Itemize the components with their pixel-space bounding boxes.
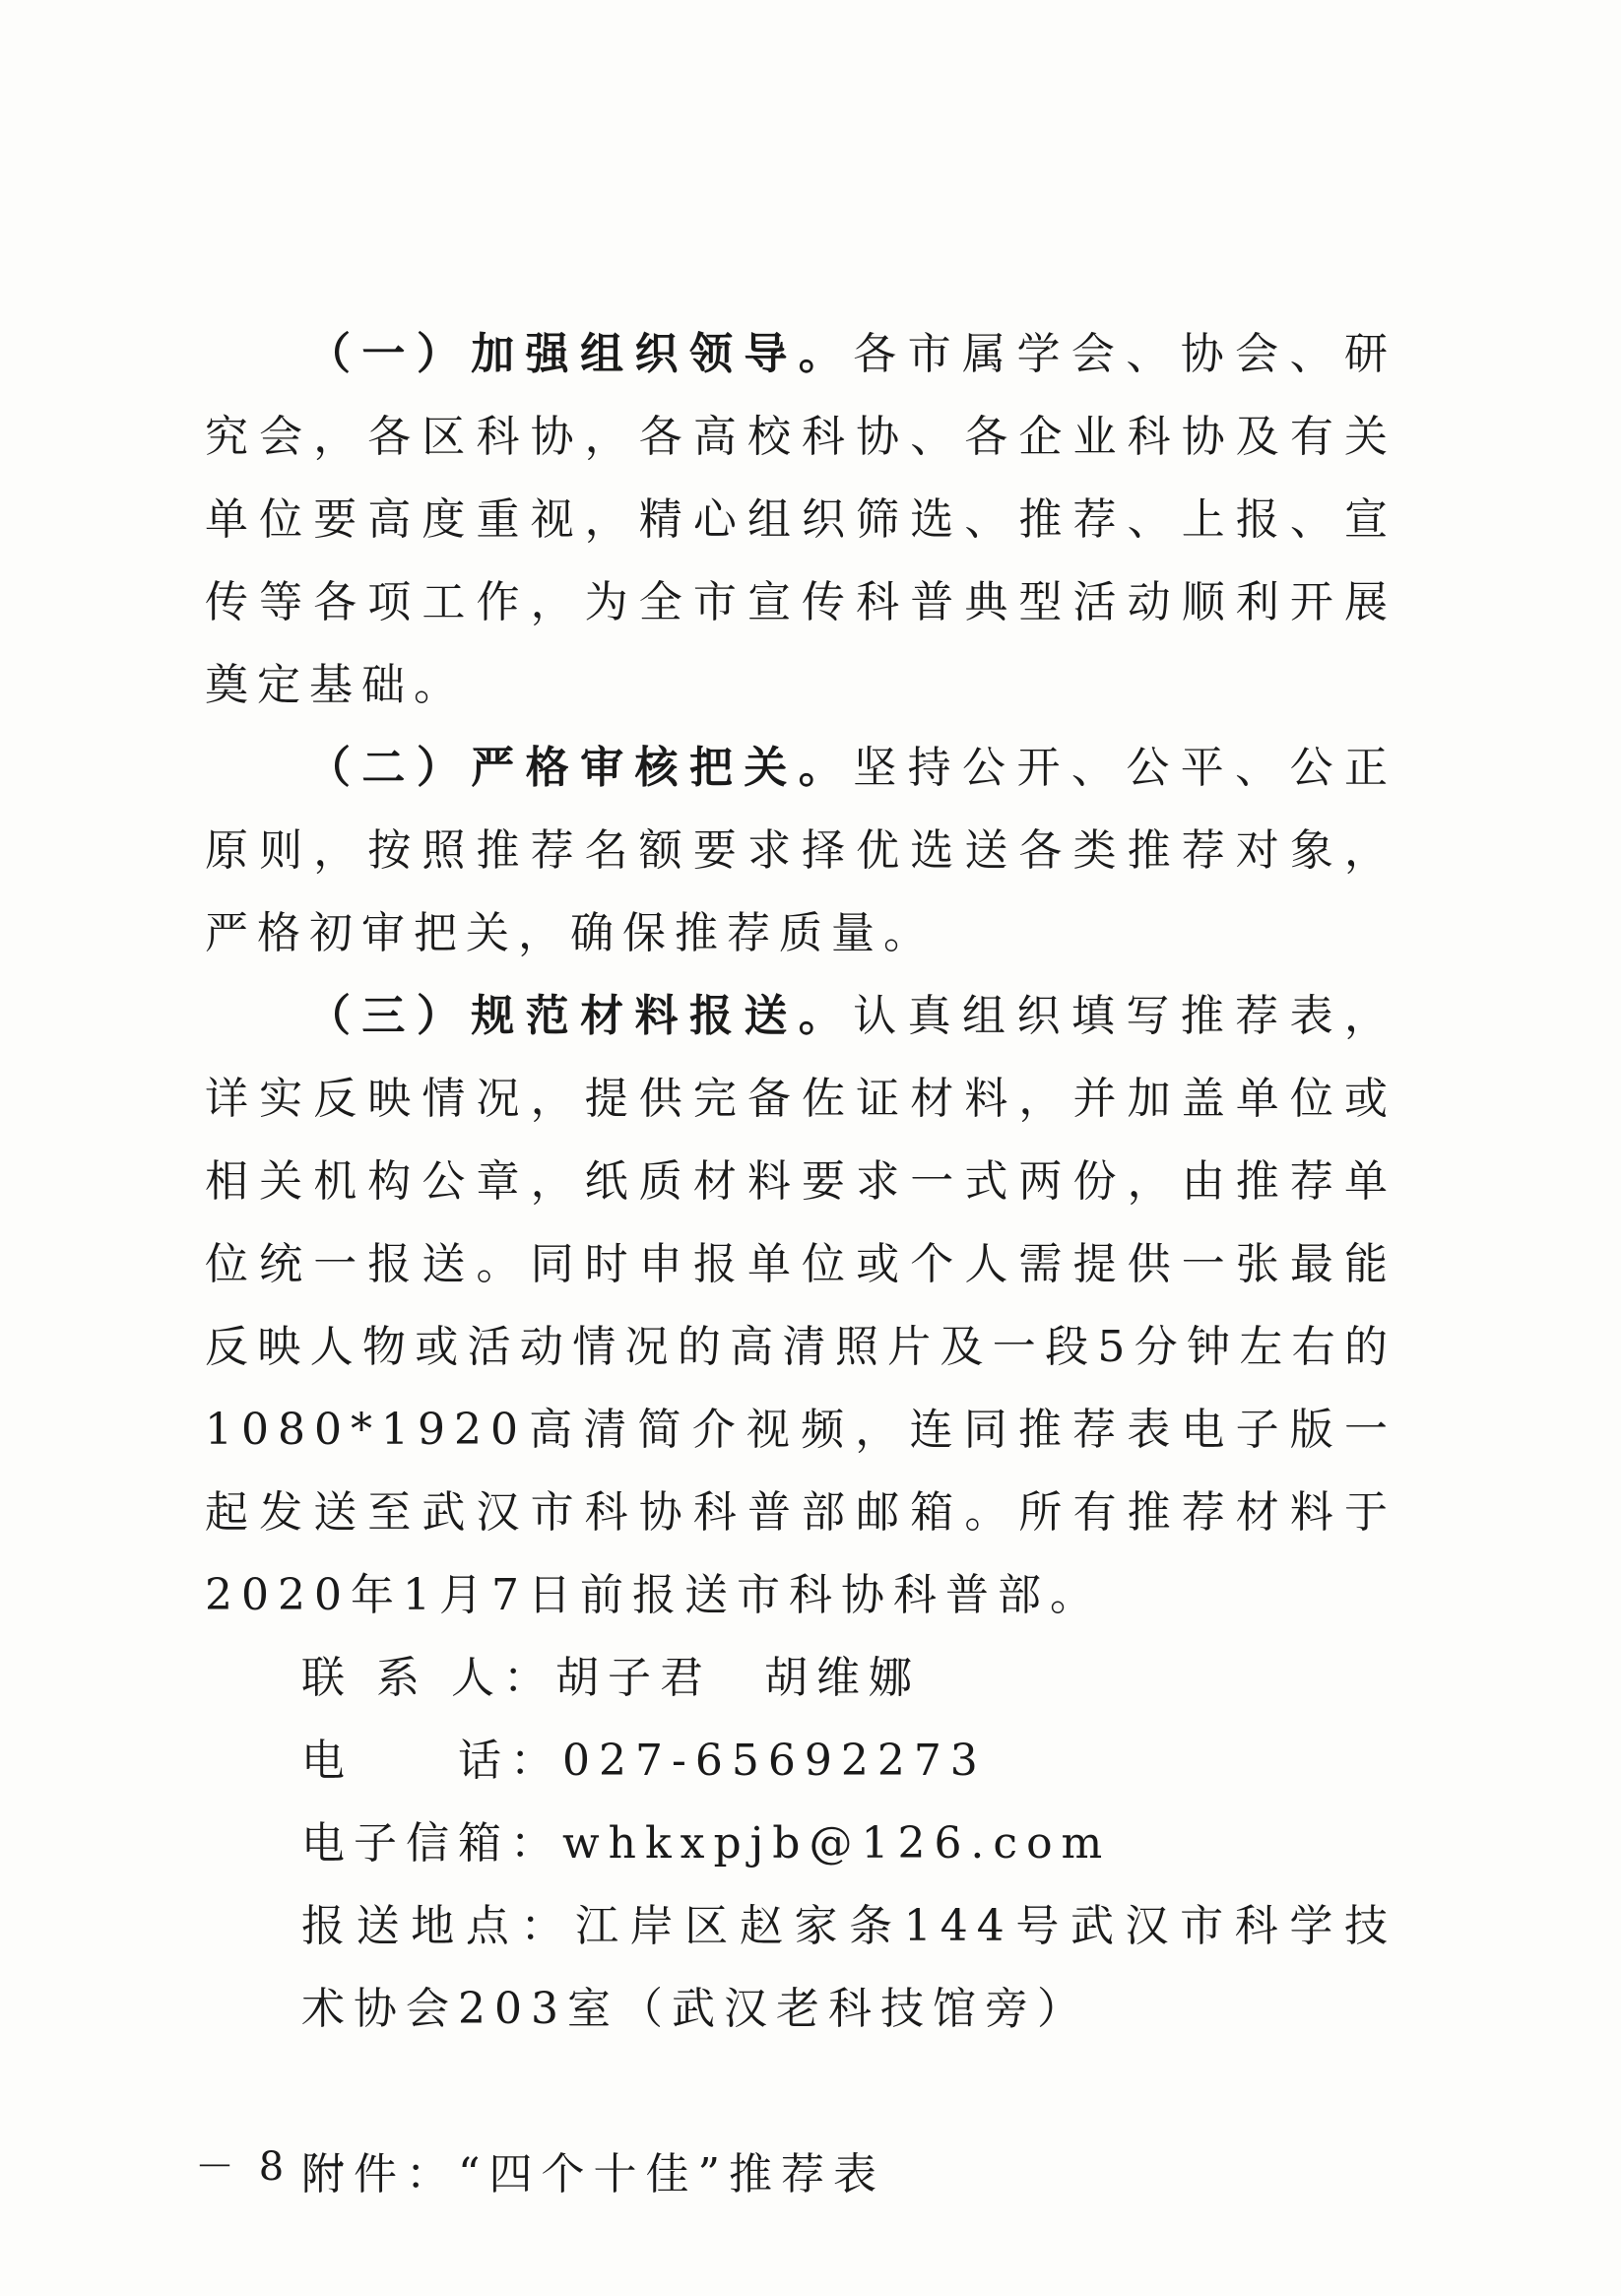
attachment-value: “四个十佳”推荐表	[458, 2149, 885, 2199]
section-3-body: 认真组织填写推荐表，详实反映情况，提供完备佐证材料，并加盖单位或相关机构公章，纸质材料要求一式两份，由推荐单位统一报送。同时申报单位或个人需提供一张最能反映人物或活动情况的高清照片及一段5分钟左右的1080*1920高清简介视频，连同推荐表电子版一起发送至武汉市科协科普部邮箱。所有推荐材料于2020年1月7日前报送市科协科普部。	[205, 991, 1397, 1620]
contact-block	[205, 1637, 1396, 2051]
contact-person-label: 联 系 人：	[301, 1653, 555, 1703]
page-number: － 8 －	[195, 2144, 354, 2190]
section-2-heading: （二）严格审核把关。	[307, 743, 854, 793]
contact-email-value: whkxpjb@126.com	[562, 1818, 1112, 1869]
contact-person-line	[205, 1637, 1396, 1720]
contact-address-line	[205, 1885, 1396, 2051]
contact-phone-line	[205, 1720, 1396, 1803]
attachment-line	[205, 2133, 1396, 2216]
attachment-label: 附件：	[301, 2149, 458, 2199]
contact-phone-value: 027-65692273	[562, 1736, 987, 1786]
section-2-paragraph	[205, 727, 1396, 975]
section-3-paragraph	[205, 975, 1396, 1637]
contact-email-line	[205, 1803, 1396, 1885]
contact-email-label: 电子信箱：	[301, 1818, 562, 1869]
contact-address-value: 江岸区赵家条144号武汉市科学技术协会203室（武汉老科技馆旁）	[301, 1901, 1396, 2034]
section-3-heading: （三）规范材料报送。	[307, 991, 854, 1041]
section-1-heading: （一）加强组织领导。	[307, 329, 854, 379]
contact-person-value: 胡子君 胡维娜	[554, 1653, 921, 1703]
contact-address-label: 报送地点：	[301, 1901, 576, 1951]
document-body	[205, 313, 1396, 2216]
section-1-paragraph	[205, 313, 1396, 727]
contact-phone-label: 电 话：	[301, 1736, 562, 1786]
section-2-body: 坚持公开、公平、公正原则，按照推荐名额要求择优选送各类推荐对象，严格初审把关，确保推荐质量。	[205, 743, 1397, 958]
section-1-body: 各市属学会、协会、研究会，各区科协，各高校科协、各企业科协及有关单位要高度重视，精心组织筛选、推荐、上报、宣传等各项工作，为全市宣传科普典型活动顺利开展奠定基础。	[205, 329, 1397, 710]
